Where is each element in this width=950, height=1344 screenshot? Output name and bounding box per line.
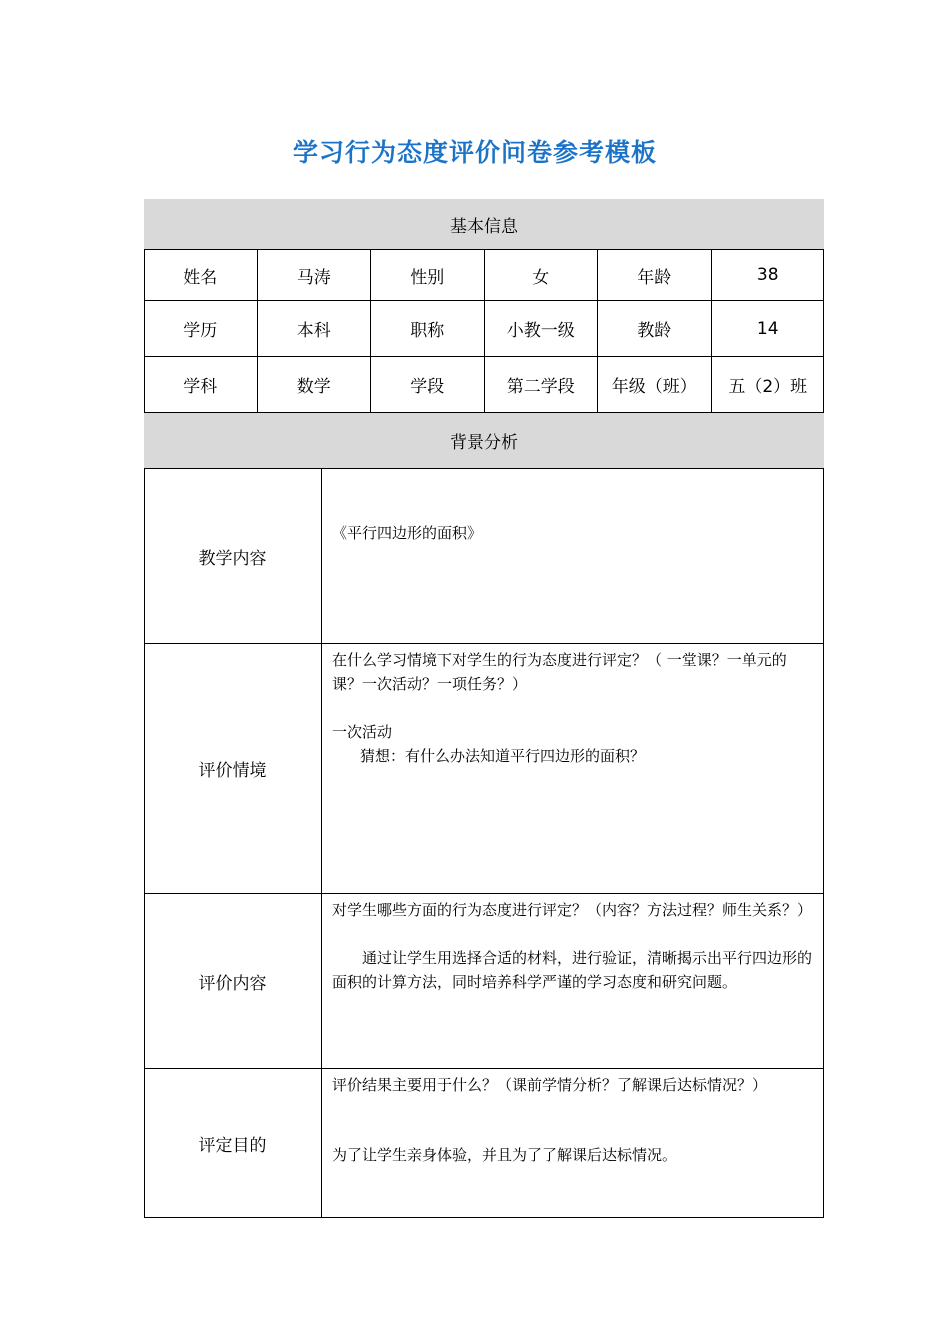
- name-label: 姓名: [144, 250, 258, 300]
- education-value: 本科: [258, 301, 372, 356]
- grade-class-value: 五（2）班: [728, 377, 808, 397]
- subject-value: 数学: [258, 357, 372, 412]
- eval-content-label: 评价内容: [144, 894, 322, 1068]
- stage-label: 学段: [371, 357, 485, 412]
- grade-class-label: 年级（班）: [598, 357, 712, 412]
- background-header: 背景分析: [144, 413, 824, 469]
- age-label: 年龄: [598, 250, 712, 300]
- eval-situation-answer: 一次活动: [332, 723, 393, 741]
- eval-content-question: 对学生哪些方面的行为态度进行评定？（内容？方法过程？师生关系？）: [332, 901, 813, 919]
- teaching-years-label: 教龄: [598, 301, 712, 356]
- title-value: 小教一级: [485, 301, 599, 356]
- eval-situation-detail: 猜想：有什么办法知道平行四边形的面积？: [360, 747, 646, 765]
- eval-content-row: [144, 894, 824, 1069]
- title-label: 职称: [371, 301, 485, 356]
- eval-purpose-answer: 为了让学生亲身体验，并且为了了解课后达标情况。: [332, 1146, 678, 1164]
- eval-situation-label: 评价情境: [144, 644, 322, 893]
- teaching-content-label: 教学内容: [144, 469, 322, 643]
- stage-value: 第二学段: [485, 357, 599, 412]
- basic-info-header: 基本信息: [144, 199, 824, 250]
- gender-value: 女: [485, 250, 599, 300]
- eval-purpose-label: 评定目的: [144, 1069, 322, 1218]
- name-value: 马涛: [258, 250, 372, 300]
- teaching-content-text: 《平行四边形的面积》: [332, 524, 483, 542]
- education-label: 学历: [144, 301, 258, 356]
- teaching-years-value: 14: [756, 318, 779, 339]
- eval-content-answer: 通过让学生用选择合适的材料，进行验证，清晰揭示出平行四边形的面积的计算方法，同时培养科学严谨的学习态度和研究问题。: [332, 949, 813, 991]
- table-row: [144, 250, 824, 301]
- table-row: [144, 301, 824, 357]
- table-row: [144, 357, 824, 413]
- eval-situation-question: 在什么学习情境下对学生的行为态度进行评定？（ 一堂课？一单元的课？一次活动？一项任务？）: [332, 651, 787, 693]
- page-title: 学习行为态度评价问卷参考模板: [292, 138, 657, 167]
- age-value: 38: [756, 265, 779, 285]
- eval-purpose-question: 评价结果主要用于什么？（课前学情分析？了解课后达标情况？）: [332, 1076, 768, 1094]
- eval-situation-row: [144, 644, 824, 894]
- subject-label: 学科: [144, 357, 258, 412]
- eval-purpose-row: [144, 1069, 824, 1218]
- teaching-content-row: [144, 469, 824, 644]
- gender-label: 性别: [371, 250, 485, 300]
